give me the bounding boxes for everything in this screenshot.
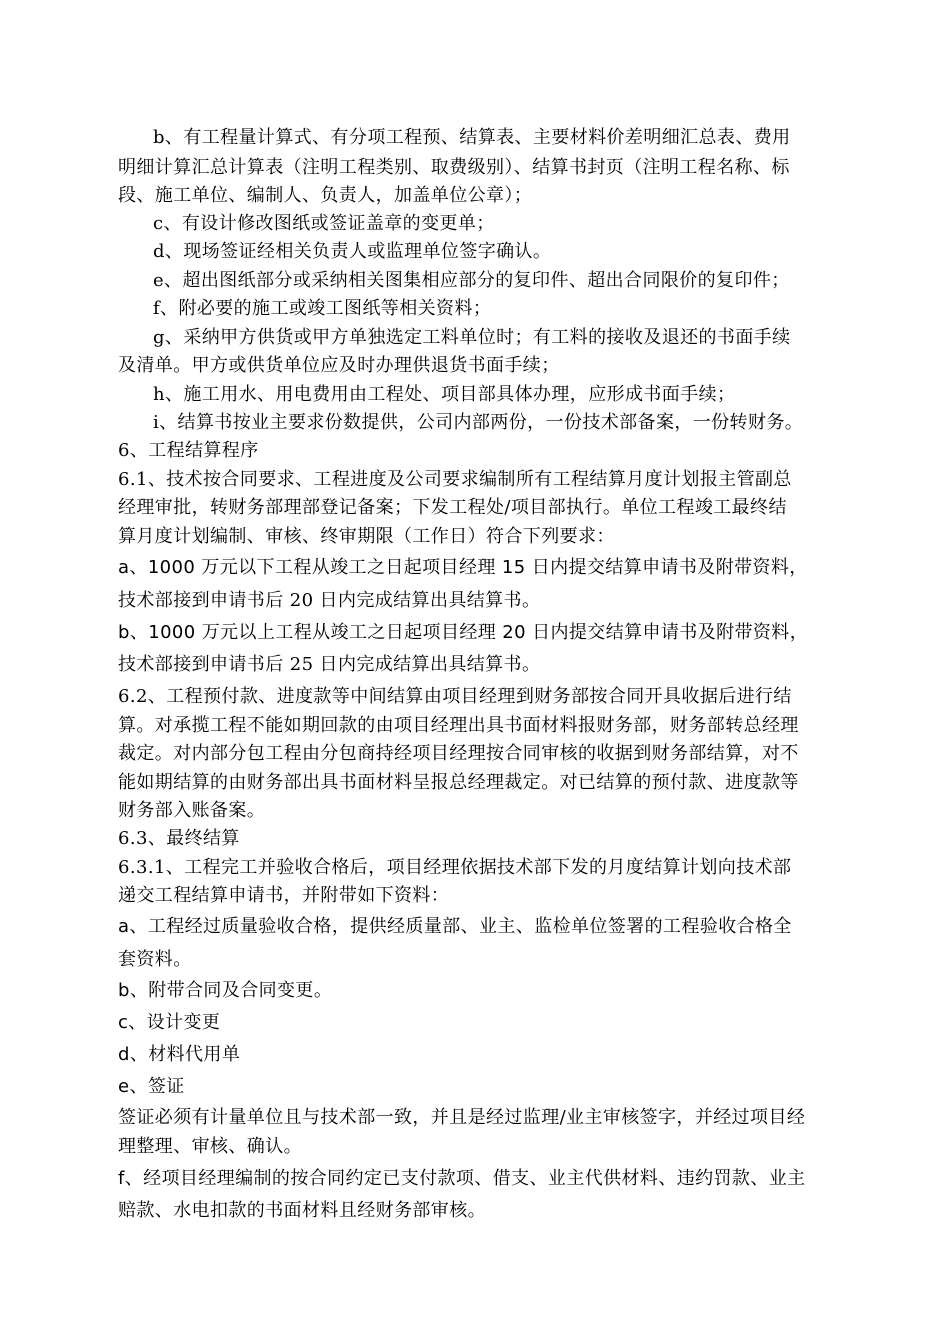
text-line: 能如期结算的由财务部出具书面材料呈报总经理裁定。对已结算的预付款、进度款等 (118, 772, 799, 793)
text-line: 段、施工单位、编制人、负责人，加盖单位公章）； (118, 185, 533, 206)
text-line: g、采纳甲方供货或甲方单独选定工料单位时；有工料的接收及退还的书面手续 (153, 327, 791, 348)
section-heading: 6.3、最终结算 (118, 828, 240, 849)
text-line: 递交工程结算申请书，并附带如下资料： (118, 885, 450, 906)
text-line: c、设计变更 (118, 1012, 221, 1033)
text-line: d、材料代用单 (118, 1044, 241, 1065)
text-line: 6.1、技术按合同要求、工程进度及公司要求编制所有工程结算月度计划报主管副总 (118, 469, 792, 490)
text-line: i、结算书按业主要求份数提供，公司内部两份，一份技术部备案，一份转财务。 (153, 412, 804, 433)
text-line: 经理审批，转财务部理部登记备案；下发工程处/项目部执行。单位工程竣工最终结 (118, 497, 787, 518)
text-line: 明细计算汇总计算表（注明工程类别、取费级别）、结算书封页（注明工程名称、标 (118, 157, 790, 178)
text-line: a、1000 万元以下工程从竣工之日起项目经理 15 日内提交结算申请书及附带资料， (118, 557, 808, 578)
text-line: b、有工程量计算式、有分项工程预、结算表、主要材料价差明细汇总表、费用 (153, 127, 791, 148)
text-line: 签证必须有计量单位且与技术部一致，并且是经过监理/业主审核签字，并经过项目经 (118, 1107, 806, 1128)
text-line: h、施工用水、用电费用由工程处、项目部具体办理，应形成书面手续； (153, 384, 736, 405)
text-line: 6.3.1、工程完工并验收合格后，项目经理依据技术部下发的月度结算计划向技术部 (118, 857, 792, 878)
text-line: 及清单。甲方或供货单位应及时办理供退货书面手续； (118, 355, 560, 376)
text-line: 赔款、水电扣款的书面材料且经财务部审核。 (118, 1200, 486, 1221)
text-line: 6.2、工程预付款、进度款等中间结算由项目经理到财务部按合同开具收据后进行结 (118, 686, 792, 707)
text-line: d、现场签证经相关负责人或监理单位签字确认。 (153, 241, 552, 262)
text-line: a、工程经过质量验收合格，提供经质量部、业主、监检单位签署的工程验收合格全 (118, 916, 792, 937)
text-line: b、1000 万元以上工程从竣工之日起项目经理 20 日内提交结算申请书及附带资料， (118, 622, 809, 643)
text-line: 算月度计划编制、审核、终审期限（工作日）符合下列要求： (118, 526, 615, 547)
text-line: 财务部入账备案。 (118, 800, 266, 821)
text-line: 理整理、审核、确认。 (118, 1136, 302, 1157)
text-line: f、附必要的施工或竣工图纸等相关资料； (153, 298, 492, 319)
text-line: f、经项目经理编制的按合同约定已支付款项、借支、业主代供材料、违约罚款、业主 (118, 1168, 806, 1189)
text-line: 套资料。 (118, 949, 192, 970)
text-line: 算。对承揽工程不能如期回款的由项目经理出具书面材料报财务部，财务部转总经理 (118, 715, 799, 736)
text-line: 裁定。对内部分包工程由分包商持经项目经理按合同审核的收据到财务部结算，对不 (118, 743, 799, 764)
text-line: e、超出图纸部分或采纳相关图集相应部分的复印件、超出合同限价的复印件； (153, 270, 790, 291)
text-line: e、签证 (118, 1076, 185, 1097)
text-line: 技术部接到申请书后 20 日内完成结算出具结算书。 (118, 590, 541, 611)
text-line: 技术部接到申请书后 25 日内完成结算出具结算书。 (118, 654, 541, 675)
text-line: c、有设计修改图纸或签证盖章的变更单； (153, 213, 495, 234)
text-line: b、附带合同及合同变更。 (118, 980, 333, 1001)
section-heading: 6、工程结算程序 (118, 440, 259, 461)
